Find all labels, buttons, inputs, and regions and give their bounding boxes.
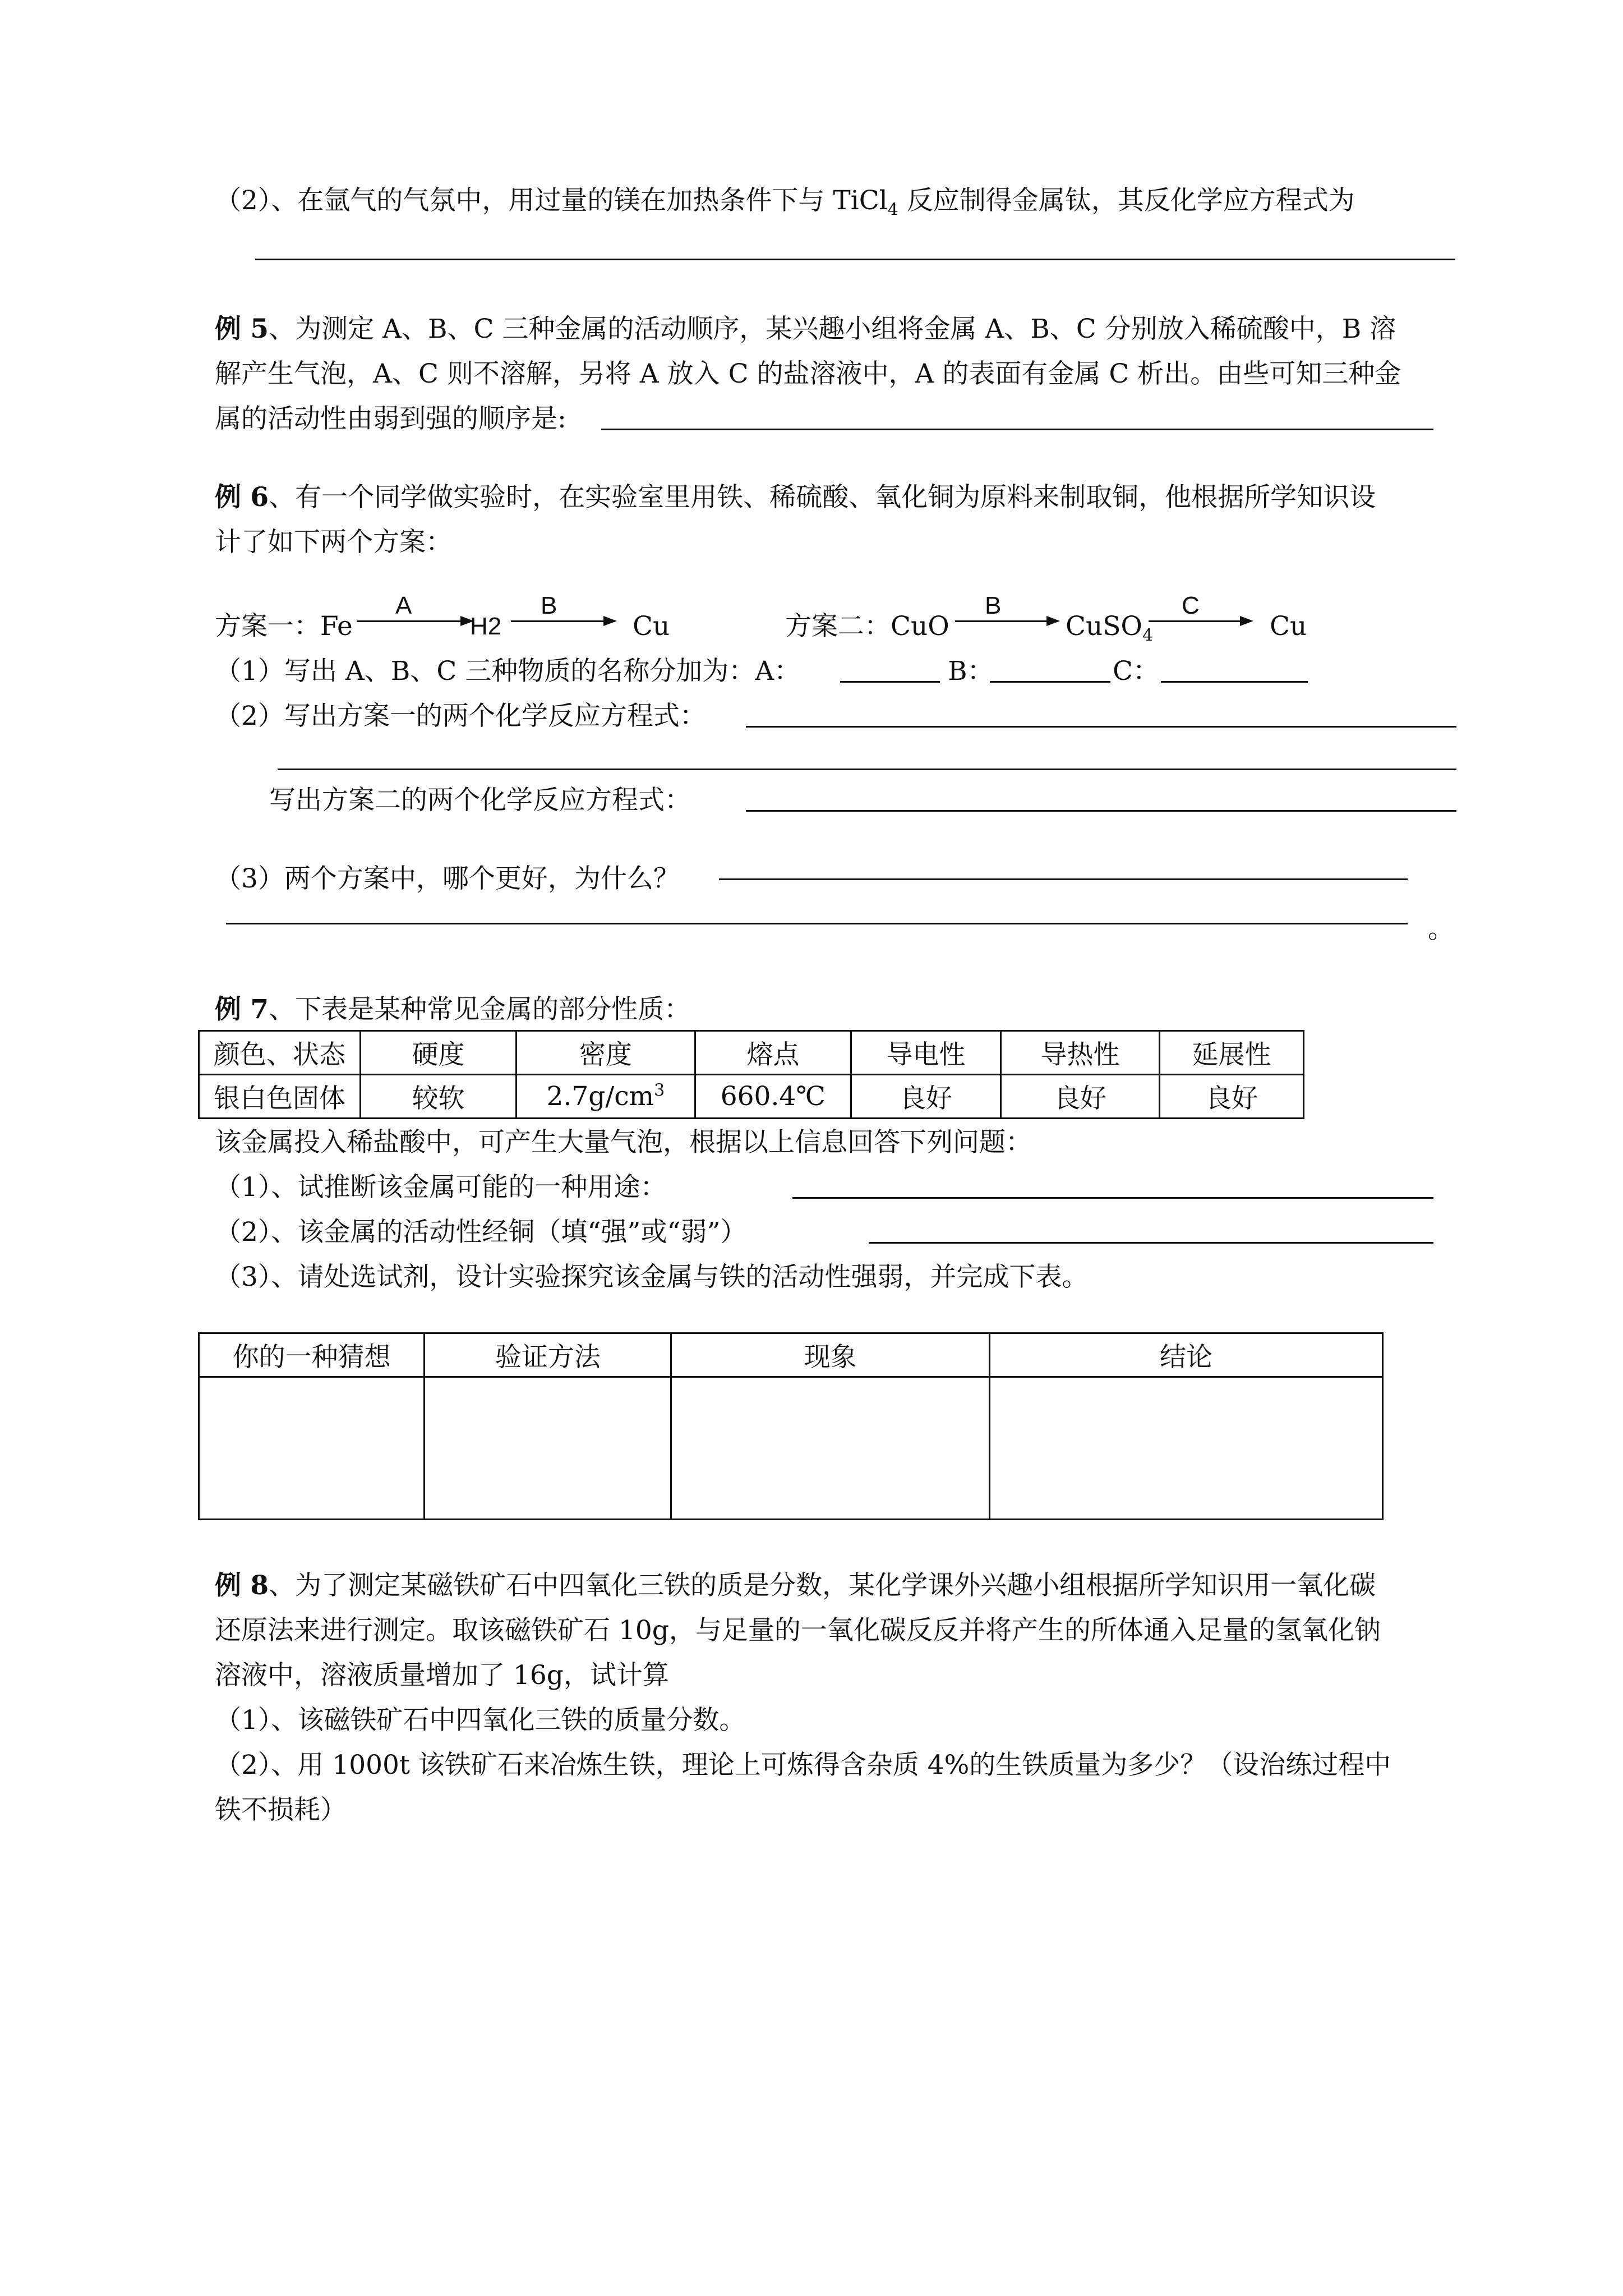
answer-line[interactable] [226, 923, 1408, 924]
ex7-intro: 该金属投入稀盐酸中，可产生大量气泡，根据以上信息回答下列问题： [215, 1127, 1032, 1158]
answer-line[interactable] [255, 259, 1455, 260]
ex6-q2b: 写出方案二的两个化学反应方程式： [269, 785, 691, 816]
properties-table [198, 1030, 1304, 1119]
question-ticl4 [215, 184, 1355, 218]
question-text: （2）、在氩气的气氛中，用过量的镁在加热条件下与 TiCl [215, 185, 888, 216]
answer-line[interactable] [601, 429, 1433, 430]
arrow-label-a: A [395, 592, 412, 619]
answer-blank-a[interactable] [840, 681, 940, 683]
example-label: 例 6 [215, 482, 269, 513]
table-header-row [199, 1031, 1304, 1075]
arrow-label-c: C [1182, 592, 1200, 619]
experiment-table [198, 1332, 1384, 1520]
ex5-line3: 属的活动性由弱到强的顺序是: [215, 403, 566, 434]
ex8-q1: （1）、该磁铁矿石中四氧化三铁的质量分数。 [215, 1705, 746, 1736]
table-header-cell: 硬度 [361, 1031, 517, 1075]
ex8-text: 、为了测定某磁铁矿石中四氧化三铁的质是分数，某化学课外兴趣小组根据所学知识用一氧化碳 [269, 1570, 1376, 1601]
table-cell [516, 1075, 695, 1119]
table-cell: 660.4℃ [695, 1075, 851, 1119]
ex7-text: 、下表是某种常见金属的部分性质： [269, 994, 691, 1025]
table-cell: 良好 [851, 1075, 1000, 1119]
subscript: 4 [887, 200, 898, 220]
ex6-q1-b: B： [948, 656, 994, 687]
ex8-q2b: 铁不损耗） [215, 1795, 347, 1825]
ex6-q1-c: C： [1113, 656, 1159, 687]
reaction-arrow-icon [955, 620, 1058, 622]
ex6-q1: （1）写出 A、B、C 三种物质的名称分加为：A： [215, 656, 801, 687]
table-header-cell: 你的一种猜想 [199, 1333, 425, 1377]
ex6-text: 、有一个同学做实验时，在实验室里用铁、稀硫酸、氧化铜为原料来制取铜，他根据所学知识设 [269, 482, 1376, 513]
table-header-cell: 现象 [671, 1333, 990, 1377]
table-header-cell: 密度 [516, 1031, 695, 1075]
ex5-line1 [215, 312, 1396, 346]
ex8-line1 [215, 1569, 1376, 1603]
reaction-arrow-icon [1149, 620, 1251, 622]
reaction-arrow-icon [357, 620, 472, 622]
plan1-end: Cu [633, 611, 670, 642]
plan2-label: 方案二：CuO [785, 611, 949, 642]
table-cell: 良好 [1001, 1075, 1160, 1119]
ex7-q1: （1）、试推断该金属可能的一种用途： [215, 1172, 667, 1203]
plan2-mid [1066, 610, 1154, 646]
table-header-cell: 导电性 [851, 1031, 1000, 1075]
ex5-line2: 解产生气泡，A、C 则不溶解，另将 A 放入 C 的盐溶液中，A 的表面有金属 C 析出。由些可知三种金 [215, 358, 1401, 389]
example-label: 例 5 [215, 314, 269, 344]
subscript: 4 [1142, 625, 1154, 646]
table-header-cell: 延展性 [1159, 1031, 1303, 1075]
superscript: 3 [654, 1080, 665, 1101]
ex8-line2: 还原法来进行测定。取该磁铁矿石 10g，与足量的一氧化碳反反并将产生的所体通入足量的氢氧化钠 [215, 1615, 1381, 1646]
answer-cell[interactable] [199, 1377, 425, 1520]
table-header-cell: 验证方法 [425, 1333, 671, 1377]
ex7-q2: （2）、该金属的活动性经铜（填“强”或“弱”） [215, 1217, 747, 1248]
plan1-mid: H2 [470, 613, 502, 640]
period: 。 [1428, 914, 1454, 945]
table-header-cell: 熔点 [695, 1031, 851, 1075]
table-cell: 较软 [361, 1075, 517, 1119]
reaction-arrow-icon [511, 620, 615, 622]
ex6-line2: 计了如下两个方案： [215, 527, 452, 558]
ex6-q3: （3）两个方案中，哪个更好，为什么？ [215, 863, 680, 894]
table-row [199, 1377, 1383, 1520]
answer-cell[interactable] [425, 1377, 671, 1520]
table-header-cell: 结论 [990, 1333, 1383, 1377]
answer-line[interactable] [792, 1197, 1433, 1199]
table-cell: 良好 [1159, 1075, 1303, 1119]
answer-line[interactable] [746, 726, 1456, 728]
plan1-label: 方案一：Fe [215, 611, 353, 642]
table-header-cell: 导热性 [1001, 1031, 1160, 1075]
answer-line[interactable] [278, 769, 1456, 770]
arrow-label-b: B [541, 592, 557, 619]
plan2-end: Cu [1270, 611, 1307, 642]
question-text: 反应制得金属钛，其反化学应方程式为 [898, 185, 1355, 216]
arrow-label-b: B [985, 592, 1002, 619]
example-label: 例 7 [215, 994, 269, 1025]
ex7-q3: （3）、请处选试剂，设计实验探究该金属与铁的活动性强弱，并完成下表。 [215, 1262, 1089, 1292]
ex8-line3: 溶液中，溶液质量增加了 16g，试计算 [215, 1660, 669, 1691]
ex7-line1 [215, 993, 690, 1027]
ex6-line1 [215, 481, 1376, 514]
answer-line[interactable] [746, 810, 1456, 812]
density-value: 2.7g/cm [546, 1081, 654, 1112]
answer-cell[interactable] [671, 1377, 990, 1520]
table-header-cell: 颜色、状态 [199, 1031, 361, 1075]
table-row [199, 1075, 1304, 1119]
ex8-q2: （2）、用 1000t 该铁矿石来冶炼生铁，理论上可炼得含杂质 4%的生铁质量为多少？（设治练过程中 [215, 1750, 1391, 1780]
ex6-q2: （2）写出方案一的两个化学反应方程式： [215, 701, 706, 731]
example-label: 例 8 [215, 1570, 269, 1601]
answer-cell[interactable] [990, 1377, 1383, 1520]
answer-blank-c[interactable] [1161, 681, 1308, 683]
table-cell: 银白色固体 [199, 1075, 361, 1119]
table-header-row [199, 1333, 1383, 1377]
answer-line[interactable] [719, 878, 1408, 880]
answer-blank-b[interactable] [990, 681, 1110, 683]
ex5-text: 、为测定 A、B、C 三种金属的活动顺序，某兴趣小组将金属 A、B、C 分别放入稀硫酸中，B 溶 [269, 314, 1396, 344]
answer-line[interactable] [869, 1242, 1433, 1244]
formula-text: CuSO [1066, 611, 1142, 642]
